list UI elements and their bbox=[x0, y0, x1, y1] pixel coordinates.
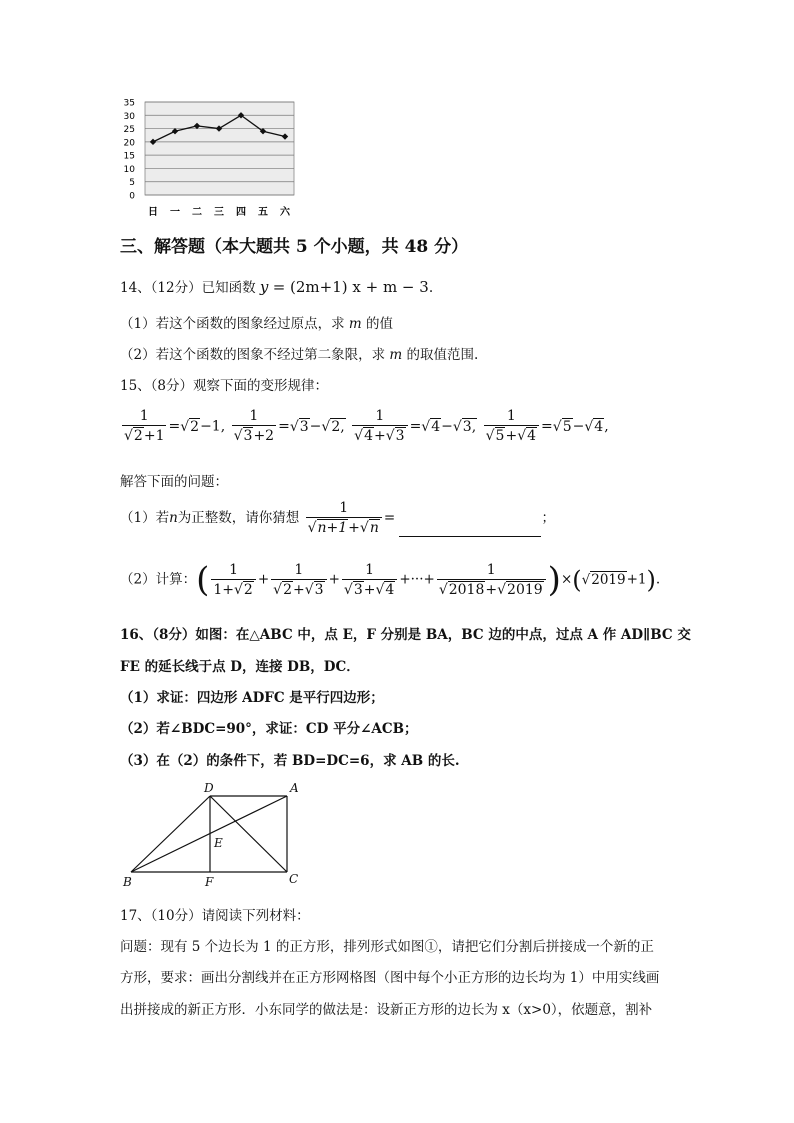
q15-comma: , bbox=[604, 418, 609, 435]
label-F: F bbox=[205, 875, 214, 889]
q14-part2-m: m bbox=[389, 347, 403, 363]
q15-part1-frac: $\frac{1}{√n+1+√n}$ bbox=[306, 500, 382, 537]
q14-formula-rest: = (2m+1) x + m − 3 bbox=[272, 278, 429, 296]
q15-frac-4-den-a: 5 bbox=[495, 428, 505, 444]
q15-sum-frac-4: $\frac{1}{√2018+√2019}$ bbox=[437, 562, 546, 599]
q15-res-2-b: 2, bbox=[331, 418, 345, 435]
q15-plus-4: + bbox=[423, 571, 435, 588]
q15-frac-4-den-b: 4 bbox=[527, 428, 537, 444]
q15-res-2-a: 3 bbox=[299, 418, 309, 435]
chart-y-tick-label: 10 bbox=[123, 164, 135, 175]
chart-y-ticks bbox=[124, 99, 136, 202]
q15-res-1-a: 2 bbox=[190, 418, 200, 435]
chart-x-tick-label: 三 bbox=[214, 207, 224, 218]
label-A: A bbox=[290, 781, 299, 795]
q15-frac-3-num: 1 bbox=[375, 408, 385, 424]
q15-factor-b: +1 bbox=[626, 571, 647, 588]
q15-frac-1-num: 1 bbox=[139, 408, 149, 424]
q15-frac-2-den-b: +2 bbox=[253, 428, 275, 444]
q15-frac-3-den-b: 3 bbox=[395, 428, 405, 444]
q15-frac-2-den-a: 3 bbox=[243, 428, 253, 444]
q15-res-4-b: 4 bbox=[594, 418, 604, 435]
q15-factor-a: 2019 bbox=[591, 571, 626, 588]
q15-frac-2-num: 1 bbox=[249, 408, 259, 424]
q15-sum-frac-3-den-b: 4 bbox=[385, 581, 395, 598]
q15-res-3-m: − bbox=[441, 418, 453, 435]
chart-x-tick-label: 日 bbox=[148, 207, 158, 218]
q15-sum-frac-3: $\frac{1}{√3+√4}$ bbox=[342, 562, 397, 599]
label-D: D bbox=[204, 781, 214, 795]
q15-part1-text-b: 为正整数，请你猜想 bbox=[177, 510, 300, 526]
q15-eq-1: = bbox=[168, 418, 181, 435]
q15-sum-frac-4-num: 1 bbox=[486, 561, 496, 578]
q15-sum-frac-3-num: 1 bbox=[365, 561, 375, 578]
chart-y-tick-label: 0 bbox=[129, 191, 135, 202]
q15-part1-answer-blank[interactable] bbox=[399, 522, 541, 537]
q15-sum-frac-4-den-plus: + bbox=[485, 581, 498, 598]
q15-res-4-m: − bbox=[572, 418, 585, 435]
q14-intro: 14、（12分）已知函数 bbox=[120, 280, 256, 296]
q15-frac-1: $\frac{1}{√2+1}$ bbox=[124, 408, 165, 444]
q15-sum-frac-2-den-plus: + bbox=[293, 581, 305, 598]
q15-sum-frac-4-den-b: 2019 bbox=[507, 581, 543, 598]
q15-sum-frac-2-den-b: 3 bbox=[314, 581, 324, 598]
q14-part1 bbox=[120, 312, 393, 332]
q17-line1: 问题：现有 5 个边长为 1 的正方形，排列形式如图①，请把它们分割后拼接成一个新的正 bbox=[120, 939, 654, 955]
q15-res-2-m: − bbox=[309, 418, 322, 435]
q14-end: . bbox=[428, 280, 434, 296]
label-E: E bbox=[214, 836, 223, 850]
q15-frac-3-den-m: + bbox=[373, 428, 386, 444]
q15-sum-frac-3-den-plus: + bbox=[363, 581, 376, 598]
q14-part1-m: m bbox=[348, 316, 362, 332]
q15-part1-text: （1）若 bbox=[120, 510, 170, 526]
q15-pattern-equations: $\frac{1}{√2+1}$ =√2−1, $\frac{1}{√3+2}$ =√3−√2, $\frac{1}{√4+√3}$ =√4−√3, $\frac{1}{√5+√4}$ =√5−√4, bbox=[124, 408, 609, 444]
q14-part2 bbox=[120, 343, 478, 363]
q17-line2: 方形，要求：画出分割线并在正方形网格图（图中每个小正方形的边长均为 1）中用实线画 bbox=[120, 970, 660, 986]
chart-x-tick-label: 六 bbox=[280, 207, 290, 218]
q15-part1-end: ； bbox=[541, 510, 555, 526]
q15-part1-den-b: n bbox=[369, 520, 379, 536]
chart-y-tick-label: 35 bbox=[123, 98, 135, 109]
q15-eq-2: = bbox=[278, 418, 290, 435]
q15-sum-frac-2-den-a: 2 bbox=[283, 581, 292, 598]
q15-part2: （2）计算：( $\frac{1}{1+√2}$ + $\frac{1}{√2+√3}$ + $\frac{1}{√3+√4}$ +···+ $\frac{1}{√2018+√2019}$ )×(√2019+1). bbox=[120, 560, 661, 600]
q14-intro-line bbox=[120, 276, 433, 296]
q16-part1: （1）求证：四边形 ADFC 是平行四边形； bbox=[120, 690, 384, 706]
chart-x-tick-label: 四 bbox=[236, 207, 246, 218]
q15-sum-frac-1-num: 1 bbox=[229, 561, 239, 578]
label-B: B bbox=[123, 875, 132, 889]
q15-plus-2: + bbox=[328, 571, 340, 588]
q15-sum-frac-3-den-a: 3 bbox=[353, 581, 363, 598]
q14-part1-text: （1）若这个函数的图象经过原点，求 bbox=[120, 316, 345, 332]
q14-part2-text-end: 的取值范围. bbox=[406, 347, 479, 363]
q15-res-3-a: 4 bbox=[431, 418, 441, 435]
q15-part2-label: （2）计算： bbox=[120, 571, 197, 588]
q14-part1-text-end: 的值 bbox=[366, 316, 393, 332]
chart-y-tick-label: 25 bbox=[123, 125, 135, 136]
chart-x-tick-label: 二 bbox=[192, 207, 202, 218]
q15-sum-frac-4-den-a: 2018 bbox=[448, 581, 485, 598]
q15-part1-eq: = bbox=[383, 510, 396, 526]
q15-dots: ··· bbox=[410, 571, 424, 588]
label-C: C bbox=[289, 872, 299, 886]
q15-plus-1: + bbox=[257, 571, 270, 588]
q15-frac-1-den-a: 2 bbox=[133, 428, 143, 444]
q15-frac-4: $\frac{1}{√5+√4}$ bbox=[484, 408, 539, 445]
q15-answer-prompt: 解答下面的问题： bbox=[120, 474, 228, 490]
q15-part1-den-m: + bbox=[348, 520, 360, 536]
q15-sum-frac-2-num: 1 bbox=[294, 561, 304, 578]
q15-sum-frac-1-den-b: 2 bbox=[243, 581, 253, 598]
q15-part1-n: n bbox=[169, 510, 178, 526]
chart-x-ticks bbox=[148, 205, 291, 218]
q16-line2: FE 的延长线于点 D，连接 DB，DC． bbox=[120, 659, 360, 675]
chart-x-tick-label: 一 bbox=[170, 207, 180, 218]
seg-BA bbox=[131, 796, 287, 872]
q15-frac-4-den-m: + bbox=[505, 428, 518, 444]
chart-y-tick-label: 5 bbox=[129, 178, 135, 189]
chart-x-tick-label: 五 bbox=[258, 207, 268, 218]
q15-frac-3: $\frac{1}{√4+√3}$ bbox=[352, 408, 407, 445]
q15-times: × bbox=[560, 571, 573, 588]
q16-part3: （3）在（2）的条件下，若 BD=DC=6，求 AB 的长. bbox=[120, 753, 460, 769]
q15-res-4-a: 5 bbox=[562, 418, 572, 435]
q14-formula-y: y bbox=[259, 278, 269, 296]
seg-DC bbox=[210, 796, 287, 872]
q17-intro: 17、（10分）请阅读下列材料： bbox=[120, 908, 310, 924]
q15-frac-2: $\frac{1}{√3+2}$ bbox=[233, 408, 275, 444]
q15-sum-frac-1-den-a: 1+ bbox=[213, 581, 234, 598]
line-chart bbox=[115, 95, 305, 220]
chart-y-tick-label: 15 bbox=[123, 151, 135, 162]
q15-res-3-b: 3, bbox=[462, 418, 477, 435]
q14-part2-text: （2）若这个函数的图象不经过第二象限，求 bbox=[120, 347, 386, 363]
section-heading: 三、解答题（本大题共 5 个小题，共 48 分） bbox=[120, 237, 469, 257]
q15-sum-frac-2: $\frac{1}{√2+√3}$ bbox=[271, 562, 326, 599]
chart-plot-area bbox=[145, 102, 294, 195]
q15-plus-3: + bbox=[399, 571, 411, 588]
q15-frac-1-den-b: +1 bbox=[143, 428, 165, 444]
q15-part1 bbox=[120, 500, 555, 537]
q16-geometry-figure bbox=[115, 778, 315, 893]
q16-line1: 16、（8分）如图：在△ABC 中，点 E，F 分别是 BA，BC 边的中点，过点 A 作 AD∥BC 交 bbox=[120, 627, 691, 643]
seg-DB bbox=[131, 796, 210, 872]
q15-intro: 15、（8分）观察下面的变形规律： bbox=[120, 378, 329, 394]
q15-sum-frac-1: $\frac{1}{1+√2}$ bbox=[211, 562, 255, 599]
q15-part2-end: . bbox=[655, 571, 661, 588]
q15-frac-3-den-a: 4 bbox=[364, 428, 373, 444]
q17-line3: 出拼接成的新正方形．小东同学的做法是：设新正方形的边长为 x（x>0），依题意，割补 bbox=[120, 1002, 653, 1018]
q15-frac-4-num: 1 bbox=[506, 408, 516, 424]
chart-y-tick-label: 20 bbox=[123, 138, 135, 149]
q15-eq-4: = bbox=[541, 418, 553, 435]
chart-y-tick-label: 30 bbox=[123, 111, 135, 122]
q16-part2: （2）若∠BDC=90°，求证：CD 平分∠ACB； bbox=[120, 721, 418, 737]
q15-eq-3: = bbox=[409, 418, 422, 435]
q15-res-1-b: −1, bbox=[200, 418, 226, 435]
q15-part1-frac-num: 1 bbox=[339, 500, 349, 516]
q15-part1-den-a: n+1 bbox=[317, 520, 348, 536]
